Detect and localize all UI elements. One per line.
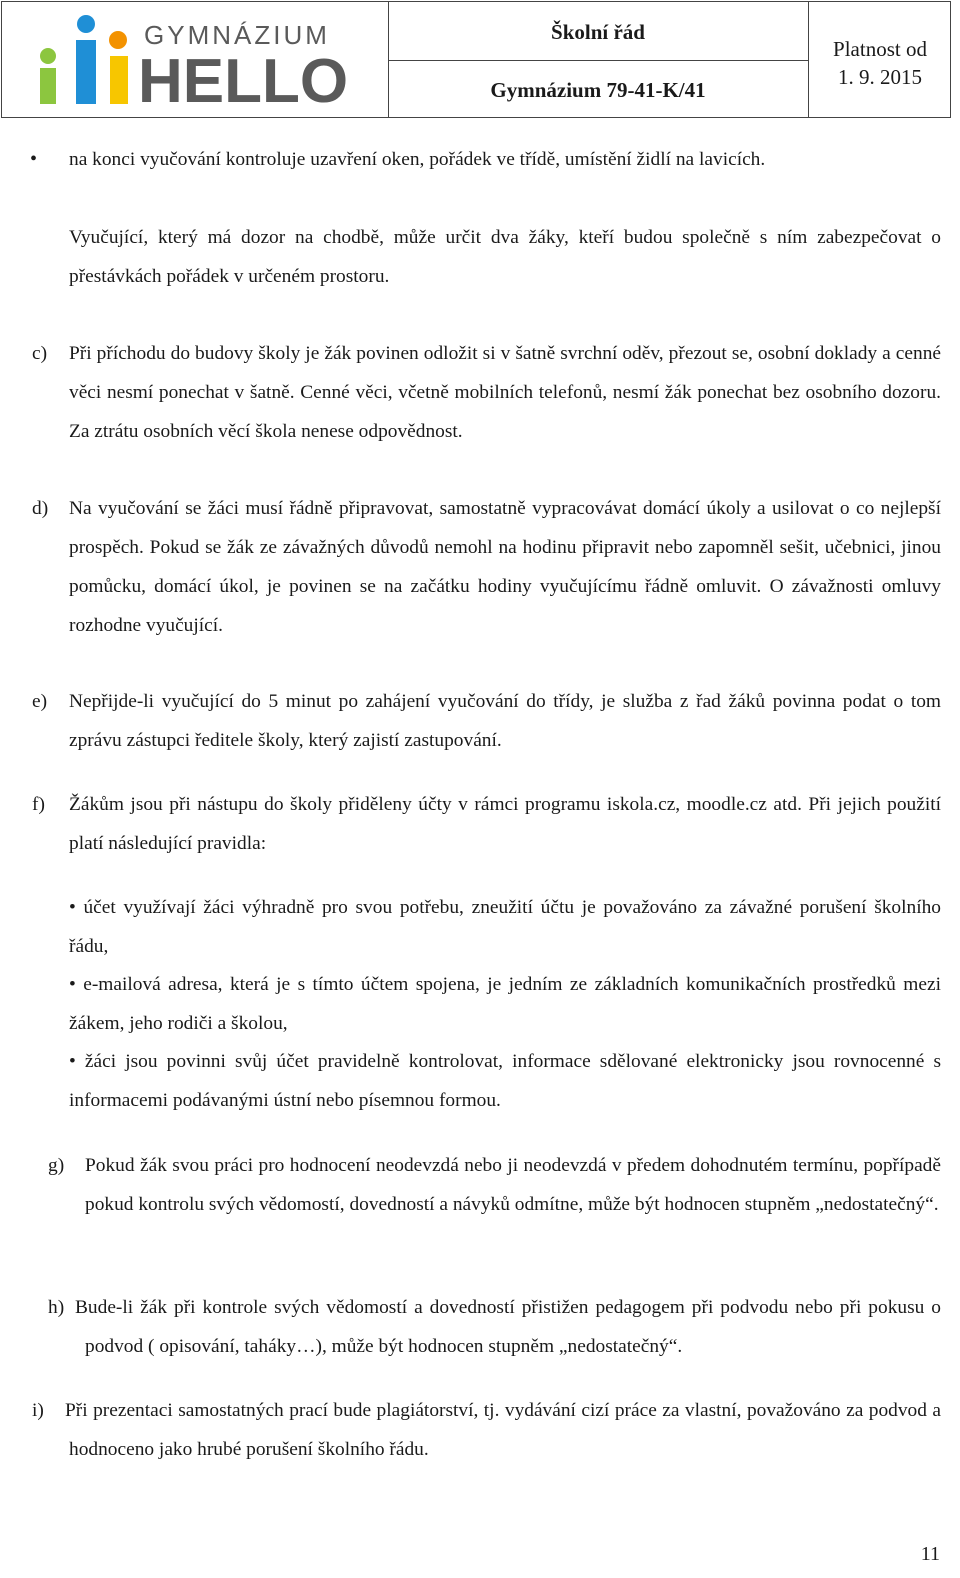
- rule-item: • žáci jsou povinni svůj účet pravidelně kontrolovat, informace sdělované elektronicky jsou rovnocenné s informacemi podávanými ústní nebo písemnou formou.: [69, 1051, 941, 1111]
- validity-cell: [808, 2, 952, 117]
- item-f-text: Žákům jsou při nástupu do školy přiděleny účty v rámci programu iskola.cz, moodle.cz atd. Při jejich použití platí následující pravidla:: [69, 794, 941, 854]
- item-h-text: Bude-li žák při kontrole svých vědomostí a dovedností přistižen pedagogem při podvodu nebo při pokusu o podvod ( opisování, taháky…), může být hodnocen stupněm „nedostatečný“.: [75, 1297, 941, 1357]
- item-i-text: Při prezentaci samostatných prací bude plagiátorství, tj. vydávání cizí práce za vlastní, považováno za podvod a hodnoceno jako hrubé porušení školního řádu.: [65, 1400, 941, 1460]
- page-number: 11: [920, 1543, 940, 1565]
- item-c-text: Při příchodu do budovy školy je žák povinen odložit si v šatně svrchní oděv, přezout se, osobní doklady a cenné věci nesmí ponechat v šatně. Cenné věci, včetně mobilních telefonů, nesmí žák ponechat bez osobního dozoru. Za ztrátu osobních věcí škola nenese odpovědnost.: [69, 343, 941, 442]
- logo-bar-blue: [76, 40, 96, 104]
- logo-text-bottom: HELLO: [138, 47, 349, 110]
- school-logo: [34, 10, 364, 110]
- document-title: Školní řád: [388, 2, 808, 61]
- item-g-text: Pokud žák svou práci pro hodnocení neodevzdá nebo ji neodevzdá v předem dohodnutém termínu, popřípadě pokud kontrolu svých vědomostí, dovedností a návyků odmítne, může být hodnocen stupněm „nedostatečný“.: [85, 1155, 941, 1215]
- logo-text-top: GYMNÁZIUM: [144, 20, 330, 50]
- rule-item: • e-mailová adresa, která je s tímto účtem spojena, je jedním ze základních komunikačních prostředků mezi žákem, jeho rodiči a školou,: [69, 974, 941, 1034]
- item-d-label: d): [32, 498, 49, 519]
- item-c-label: c): [32, 343, 48, 364]
- rule-item: • účet využívají žáci výhradně pro svou potřebu, zneužití účtu je považováno za závažné porušení školního řádu,: [69, 897, 941, 957]
- validity-date: 1. 9. 2015: [838, 65, 922, 89]
- logo-bar-yellow: [110, 56, 128, 104]
- item-g-label: g): [48, 1155, 65, 1176]
- item-e-text: Nepřijde-li vyučující do 5 minut po zahájení vyučování do třídy, je služba z řad žáků povinna podat o tom zprávu zástupci ředitele školy, který zajistí zastupování.: [69, 691, 941, 751]
- logo-cell: [2, 2, 389, 117]
- logo-bar-green: [40, 68, 56, 104]
- item-e-label: e): [32, 691, 48, 712]
- logo-dot-blue: [77, 15, 95, 33]
- logo-dot-orange: [109, 31, 127, 49]
- bullet-dot: •: [30, 148, 38, 170]
- document-header: [1, 1, 951, 118]
- item-i-label: i): [32, 1400, 44, 1421]
- validity-label: Platnost od: [833, 37, 927, 61]
- logo-dot-green: [40, 48, 56, 64]
- header-title-cell: [388, 2, 809, 117]
- supervisor-paragraph: Vyučující, který má dozor na chodbě, může určit dva žáky, kteří budou společně s ním zabezpečovat o přestávkách pořádek v určeném prostoru.: [69, 227, 941, 287]
- document-subtitle: Gymnázium 79-41-K/41: [490, 78, 706, 102]
- bullet-text: na konci vyučování kontroluje uzavření oken, pořádek ve třídě, umístění židlí na lavicích.: [69, 149, 766, 170]
- item-f-label: f): [32, 794, 45, 815]
- item-h-label: h): [48, 1297, 65, 1318]
- item-d-text: Na vyučování se žáci musí řádně připravovat, samostatně vypracovávat domácí úkoly a usilovat o co nejlepší prospěch. Pokud se žák ze závažných důvodů nemohl na hodinu připravit nebo zapomněl sešit, učebnici, jinou pomůcku, domácí úkol, je povinen se na začátku hodiny vyučujícímu řádně omluvit. O závažnosti omluvy rozhodne vyučující.: [69, 498, 941, 636]
